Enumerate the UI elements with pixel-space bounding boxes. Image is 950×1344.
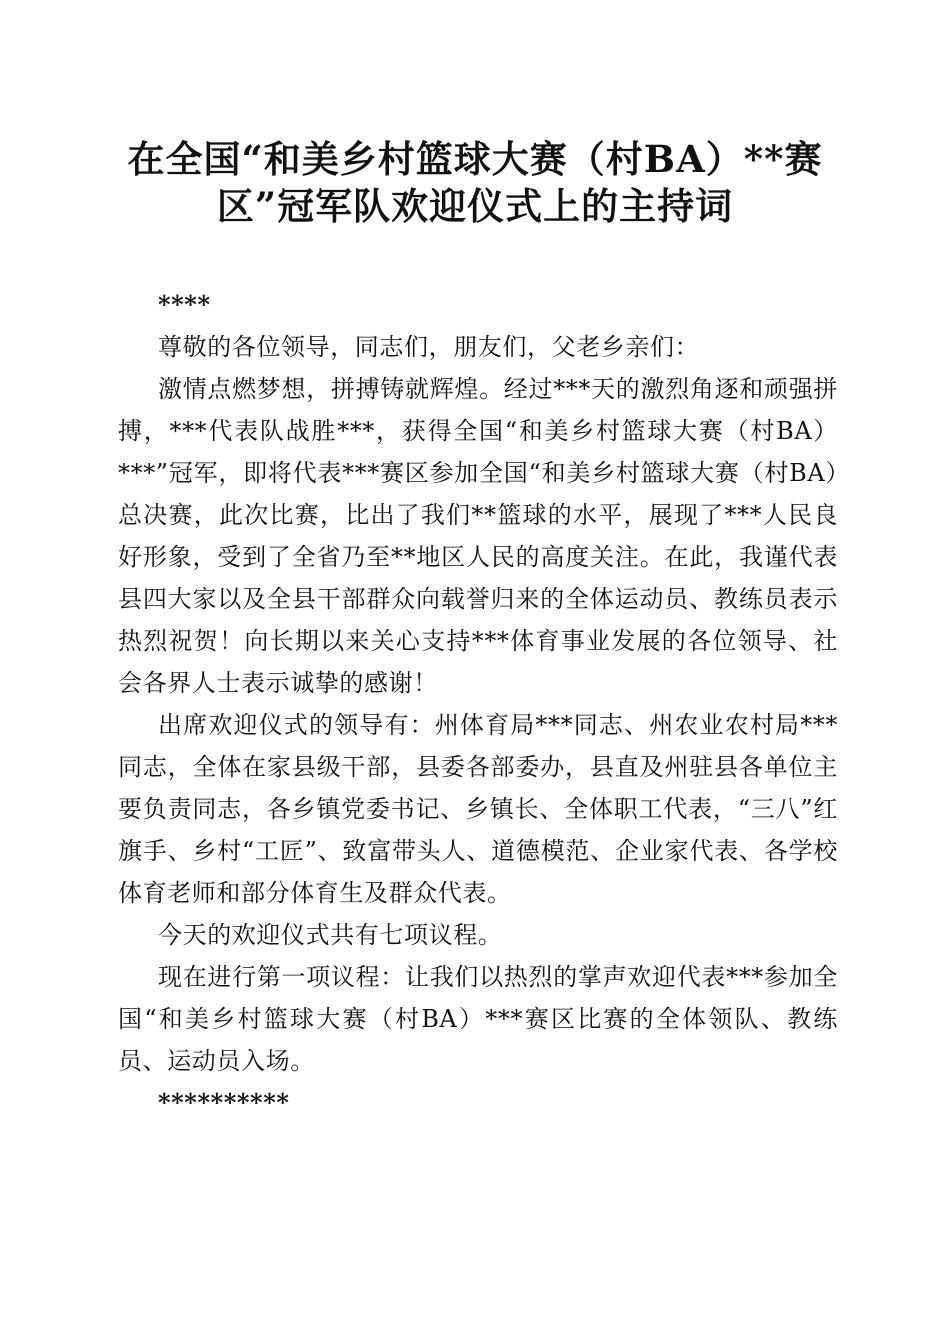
body-paragraph: 现在进行第一项议程：让我们以热烈的掌声欢迎代表***参加全国“和美乡村篮球大赛（村BA）***赛区比赛的全体领队、教练员、运动员入场。 — [118, 963, 838, 1075]
author-line: **** — [158, 290, 211, 319]
document-title-line-1: 在全国“和美乡村篮球大赛（村BA）**赛 — [127, 137, 823, 181]
body-paragraph: 今天的欢迎仪式共有七项议程。 — [158, 921, 503, 949]
salutation-paragraph: 尊敬的各位领导，同志们，朋友们，父老乡亲们： — [158, 333, 700, 361]
closing-mark: ********** — [158, 1088, 290, 1117]
document-title-line-2: 区”冠军队欢迎仪式上的主持词 — [216, 184, 734, 228]
body-paragraph: 出席欢迎仪式的领导有：州体育局***同志、州农业农村局***同志，全体在家县级干部，县委各部委办，县直及州驻县各单位主要负责同志，各乡镇党委书记、乡镇长、全体职工代表，“三八”红旗手、乡村“工匠”、致富带头人、道德模范、企业家代表、各学校体育老师和部分体育生及群众代表。 — [118, 711, 838, 907]
body-paragraph: 激情点燃梦想，拼搏铸就辉煌。经过***天的激烈角逐和顽强拼搏，***代表队战胜***，获得全国“和美乡村篮球大赛（村BA）***”冠军，即将代表***赛区参加全国“和美乡村篮球大赛（村BA）总决赛，此次比赛，比出了我们**篮球的水平，展现了***人民良好形象，受到了全省乃至**地区人民的高度关注。在此，我谨代表县四大家以及全县干部群众向载誉归来的全体运动员、教练员表示热烈祝贺！向长期以来关心支持***体育事业发展的各位领导、社会各界人士表示诚挚的感谢！ — [118, 375, 838, 697]
document-body — [118, 284, 838, 1124]
